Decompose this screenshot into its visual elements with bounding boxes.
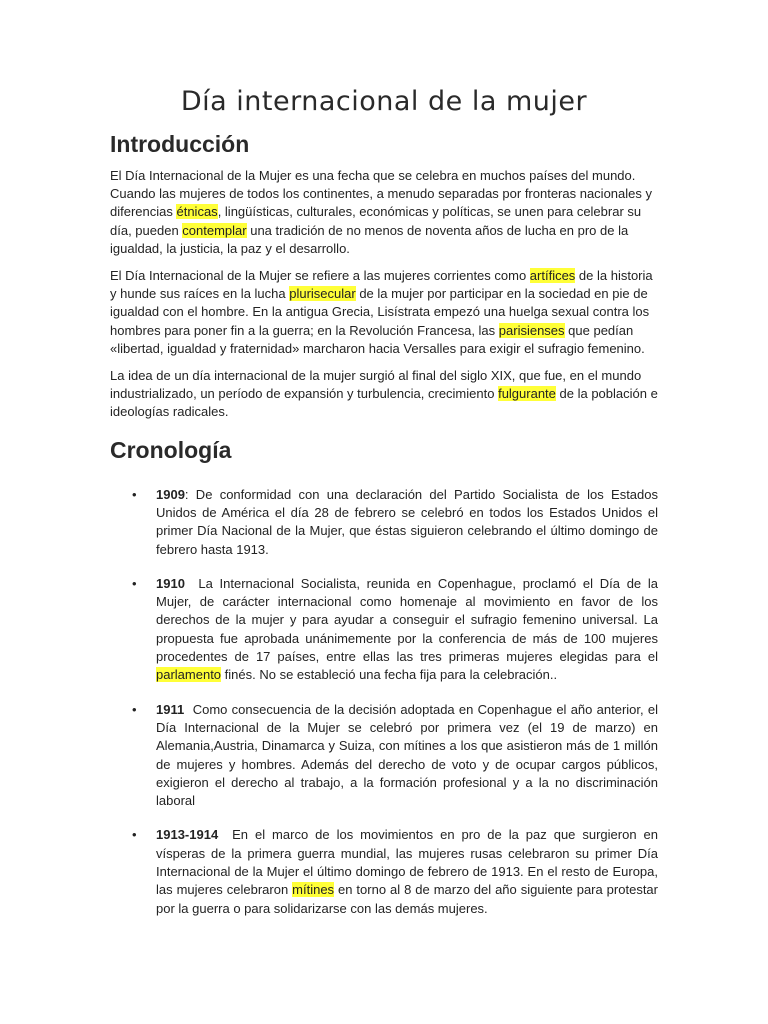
text-run: de la historia y hunde sus raíces en la lucha [110, 268, 653, 302]
chronology-list [110, 486, 662, 918]
text-run: , lingüísticas, culturales, económicas y políticas, se unen para celebrar su día, pueden [110, 204, 642, 238]
chronology-year: 1910 [156, 575, 185, 591]
text-run: que pedían «libertad, igualdad y fraternidad» marcharon hacia Versalles para exigir el sufragio femenino. [110, 322, 645, 356]
document-page [110, 84, 662, 934]
chronology-item-1913-1914 [110, 826, 662, 917]
document-title: Día internacional de la mujer [180, 86, 588, 117]
bullet-icon: • [132, 827, 137, 843]
text-run: de la población e ideologías radicales. [110, 386, 658, 420]
highlighted-word: contemplar [182, 222, 247, 238]
chronology-item-1911 [110, 701, 662, 811]
chronology-year: 1911 [156, 701, 185, 717]
text-run: En el marco de los movimientos en pro de la paz que surgieron en vísperas de la primera guerra mundial, las mujeres rusas celebraron su primer Día Internacional de la Mujer el último domingo de febrero de 1913. En el resto de Europa, las mujeres celebraron [156, 827, 662, 898]
chronology-item-1909 [110, 486, 658, 559]
chronology-year: 1909 [156, 486, 185, 502]
highlighted-word: parlamento [156, 667, 222, 683]
text-run: : De conformidad con una declaración del Partido Socialista de los Estados Unidos de América el día 28 de febrero se celebró en todos los Estados Unidos el primer Día Nacional de la Mujer, que éstas siguieron celebrando el último domingo de febrero hasta 1913. [156, 486, 658, 557]
highlighted-word: fulgurante [498, 386, 556, 402]
text-run: una tradición de no menos de noventa años de lucha en pro de la igualdad, la justicia, la paz y el desarrollo. [110, 222, 629, 256]
bullet-icon: • [132, 575, 137, 591]
text-run: La idea de un día internacional de la mujer surgió al final del siglo XIX, que fue, en el mundo industrializado, un período de expansión y turbulencia, crecimiento [110, 368, 642, 402]
text-run: finés. No se estableció una fecha fija para la celebración.. [221, 667, 558, 683]
text-run: El Día Internacional de la Mujer es una fecha que se celebra en muchos países del mundo. Cuando las mujeres de todos los continentes, a menudo separadas por fronteras nacionales y diferencias [110, 168, 652, 220]
intro-paragraph-2 [110, 267, 658, 358]
highlighted-word: étnicas [176, 204, 218, 220]
introduction-heading: Introducción [110, 131, 250, 157]
text-run: Como consecuencia de la decisión adoptada en Copenhague el año anterior, el Día Internacional de la Mujer se celebró por primera vez (el 19 de marzo) en Alemania,Austria, Dinamarca y Suiza, con mítines a los que asistieron más de 1 millón de mujeres y hombres. Además del derecho de voto y de ocupar cargos públicos, exigieron el derecho al trabajo, a la formación profesional y a la no discriminación laboral [156, 701, 662, 809]
highlighted-word: mítines [292, 882, 335, 898]
highlighted-word: parisienses [498, 322, 565, 338]
highlighted-word: artífices [529, 268, 576, 284]
text-run: La Internacional Socialista, reunida en Copenhague, proclamó el Día de la Mujer, de carácter internacional como homenaje al movimiento en favor de los derechos de la mujer y para ayudar a conseguir el sufragio femenino universal. La propuesta fue aprobada unánimemente por la conferencia de más de 100 mujeres procedentes de 17 países, entre ellas las tres primeras mujeres elegidas para el [156, 575, 662, 665]
chronology-heading: Cronología [110, 436, 232, 463]
intro-paragraph-1 [110, 167, 658, 258]
intro-paragraph-3 [110, 367, 658, 422]
text-run: de la mujer por participar en la sociedad en pie de igualdad con el hombre. En la antigua Grecia, Lisístrata empezó una huelga sexual contra los hombres para poner fin a la guerra; en la Revolución Francesa, las [110, 286, 650, 338]
text-run: en torno al 8 de marzo del año siguiente para protestar por la guerra o para solidarizarse con las demás mujeres. [156, 882, 658, 916]
bullet-icon: • [132, 486, 137, 502]
chronology-item-1910 [110, 575, 662, 685]
bullet-icon: • [132, 701, 137, 717]
chronology-year: 1913-1914 [156, 827, 219, 843]
text-run: El Día Internacional de la Mujer se refiere a las mujeres corrientes como [110, 268, 530, 284]
highlighted-word: plurisecular [289, 286, 356, 302]
